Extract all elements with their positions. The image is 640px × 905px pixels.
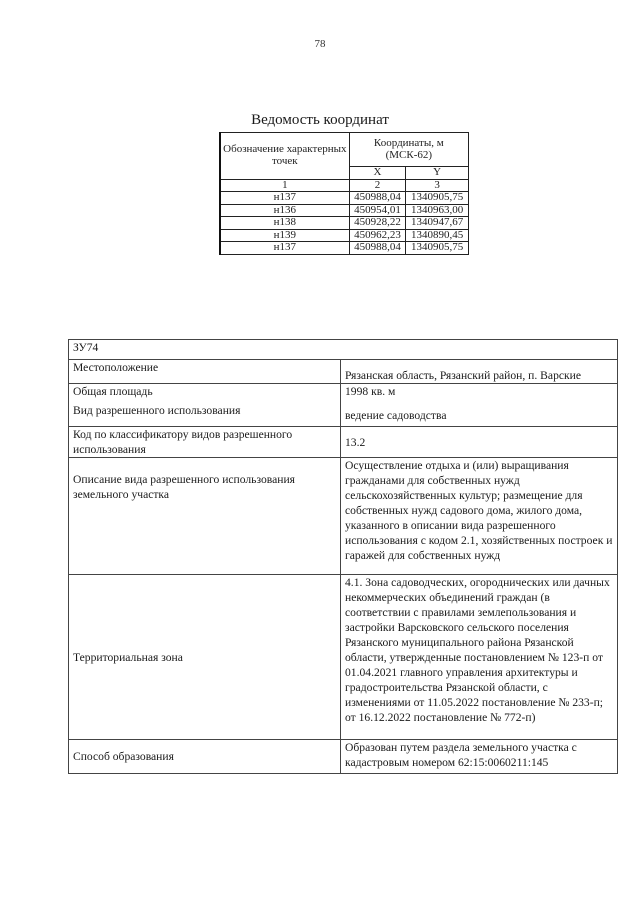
plot-id: ЗУ74 bbox=[69, 340, 618, 360]
page-number: 78 bbox=[314, 38, 326, 50]
col-number: 2 bbox=[349, 179, 406, 192]
table-row bbox=[220, 217, 469, 230]
x-cell: 450928,22 bbox=[349, 217, 406, 230]
area-value: 1998 кв. м bbox=[345, 385, 396, 398]
table-row bbox=[220, 229, 469, 242]
location-label: Местоположение bbox=[69, 360, 341, 384]
y-cell: 1340963,00 bbox=[406, 204, 469, 217]
area-label: Общая площадь bbox=[73, 385, 153, 398]
plot-info-table bbox=[68, 339, 618, 774]
area-use-label-cell bbox=[69, 384, 341, 427]
y-cell: 1340905,75 bbox=[406, 242, 469, 255]
use-label: Вид разрешенного использования bbox=[73, 404, 241, 417]
point-cell: н136 bbox=[220, 204, 349, 217]
point-cell: н139 bbox=[220, 229, 349, 242]
x-cell: 450988,04 bbox=[349, 192, 406, 205]
description-value: Осуществление отдыха и (или) выращивания гражданами для собственных нужд сельскохозяйственных культур; размещение для собственных нужд садового дома, жилого дома, указанного в описании вида разрешенного использования с кодом 2.1, хозяйственных построек и гаражей для собственных нужд bbox=[341, 458, 618, 575]
use-value: ведение садоводства bbox=[345, 409, 447, 422]
x-cell: 450954,01 bbox=[349, 204, 406, 217]
table-row bbox=[220, 242, 469, 255]
x-cell: 450962,23 bbox=[349, 229, 406, 242]
coordinates-table bbox=[219, 132, 469, 255]
y-cell: 1340890,45 bbox=[406, 229, 469, 242]
code-label: Код по классификатору видов разрешенного использования bbox=[69, 427, 341, 458]
formation-value: Образован путем раздела земельного участка с кадастровым номером 62:15:0060211:145 bbox=[341, 740, 618, 774]
x-header: X bbox=[349, 167, 406, 180]
description-label: Описание вида разрешенного использования земельного участка bbox=[69, 458, 341, 575]
point-header: Обозначение характерных точек bbox=[220, 133, 349, 180]
y-header: Y bbox=[406, 167, 469, 180]
y-cell: 1340905,75 bbox=[406, 192, 469, 205]
coord-header: Координаты, м (МСК-62) bbox=[349, 133, 468, 167]
table-row bbox=[220, 204, 469, 217]
table-row bbox=[220, 192, 469, 205]
col-number: 3 bbox=[406, 179, 469, 192]
coordinates-title: Ведомость координат bbox=[251, 112, 389, 128]
col-number: 1 bbox=[220, 179, 349, 192]
formation-label: Способ образования bbox=[69, 740, 341, 774]
y-cell: 1340947,67 bbox=[406, 217, 469, 230]
point-cell: н138 bbox=[220, 217, 349, 230]
location-value: Рязанская область, Рязанский район, п. Варские bbox=[341, 360, 618, 384]
x-cell: 450988,04 bbox=[349, 242, 406, 255]
point-cell: н137 bbox=[220, 242, 349, 255]
point-cell: н137 bbox=[220, 192, 349, 205]
zone-value: 4.1. Зона садоводческих, огороднических или дачных некоммерческих объединений граждан (в соответствии с правилами землепользования и застройки Варсковского сельского поселения Рязанского муниципального района Рязанской области, утвержденные постановлением № 123-п от 01.04.2021 главного управления архитектуры и градостроительства Рязанской области, с изменениями от 11.05.2022 постановление № 233-п; от 16.12.2022 постановление № 772-п) bbox=[341, 575, 618, 740]
zone-label: Территориальная зона bbox=[69, 575, 341, 740]
code-value: 13.2 bbox=[341, 427, 618, 458]
area-use-value-cell bbox=[341, 384, 618, 427]
